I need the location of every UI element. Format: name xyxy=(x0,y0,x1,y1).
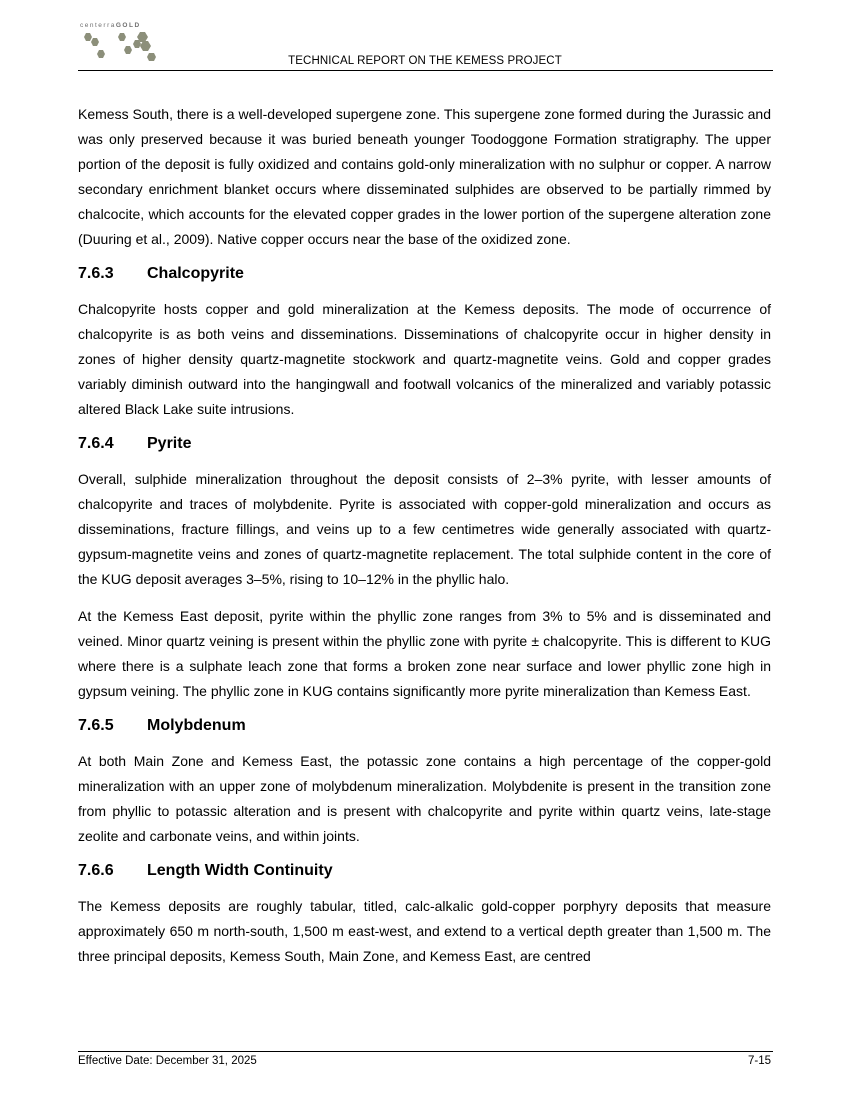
section-number: 7.6.5 xyxy=(78,717,114,734)
page-number: 7-15 xyxy=(747,1055,771,1067)
logo-wordmark: centerraGOLD xyxy=(80,22,141,29)
section-heading xyxy=(78,716,771,736)
intro-paragraph: Kemess South, there is a well-developed supergene zone. This supergene zone formed during the Jurassic and was only preserved because it was buried beneath younger Toodoggone Formation stratigraphy. The upper portion of the deposit is fully oxidized and contains gold-only mineralization with no sulphur or copper. A narrow secondary enrichment blanket occurs where disseminated sulphides are observed to be partially rimmed by chalcocite, which accounts for the elevated copper grades in the lower portion of the supergene alteration zone (Duuring et al., 2009). Native copper occurs near the base of the oxidized zone. xyxy=(78,106,771,247)
section-7-6-3 xyxy=(78,264,771,422)
document-body xyxy=(78,102,771,981)
section-paragraph: Chalcopyrite hosts copper and gold mineralization at the Kemess deposits. The mode of occurrence of chalcopyrite is as both veins and disseminations. Disseminations of chalcopyrite occur in higher density in zones of higher density quartz-magnetite stockwork and quartz-magnetite veins. Gold and copper grades variably diminish outward into the hangingwall and footwall volcanics of the mineralized and variably potassic altered Black Lake suite intrusions. xyxy=(78,301,771,417)
effective-date: Effective Date: December 31, 2025 xyxy=(78,1055,257,1067)
section-7-6-6 xyxy=(78,861,771,969)
section-number: 7.6.6 xyxy=(78,862,114,879)
footer-divider xyxy=(78,1051,773,1052)
section-paragraph: The Kemess deposits are roughly tabular, titled, calc-alkalic gold-copper porphyry deposits that measure approximately 650 m north-south, 1,500 m east-west, and extend to a vertical depth greater than 1,500 m. The three principal deposits, Kemess South, Main Zone, and Kemess East, are centred xyxy=(78,898,771,964)
section-7-6-5 xyxy=(78,716,771,849)
section-paragraph: Overall, sulphide mineralization throughout the deposit consists of 2–3% pyrite, with lesser amounts of chalcopyrite and traces of molybdenite. Pyrite is associated with copper-gold mineralization and occurs as disseminations, fracture fillings, and veins up to a few centimetres wide generally associated with quartz-gypsum-magnetite veins and zones of quartz-magnetite replacement. The total sulphide content in the core of the KUG deposit averages 3–5%, rising to 10–12% in the phyllic halo. xyxy=(78,471,771,587)
header-divider xyxy=(78,70,773,71)
section-title: Chalcopyrite xyxy=(147,265,244,282)
section-title: Pyrite xyxy=(147,435,192,452)
section-number: 7.6.4 xyxy=(78,435,114,452)
section-title: Length Width Continuity xyxy=(147,862,333,879)
section-paragraph: At the Kemess East deposit, pyrite within the phyllic zone ranges from 3% to 5% and is disseminated and veined. Minor quartz veining is present within the phyllic zone with pyrite ± chalcopyrite. This is different to KUG where there is a sulphate leach zone that forms a broken zone near surface and lower phyllic zone high in gypsum veining. The phyllic zone in KUG contains significantly more pyrite mineralization than Kemess East. xyxy=(78,608,771,699)
section-heading xyxy=(78,861,771,881)
section-title: Molybdenum xyxy=(147,717,246,734)
section-paragraph: At both Main Zone and Kemess East, the potassic zone contains a high percentage of the copper-gold mineralization with an upper zone of molybdenum mineralization. Molybdenite is present in the transition zone from phyllic to potassic alteration and is present with chalcopyrite and pyrite within quartz veins, late-stage zeolite and carbonate veins, and within joints. xyxy=(78,753,771,844)
report-title: TECHNICAL REPORT ON THE KEMESS PROJECT xyxy=(288,55,562,67)
section-heading xyxy=(78,434,771,454)
section-7-6-4 xyxy=(78,434,771,704)
section-number: 7.6.3 xyxy=(78,265,114,282)
section-heading xyxy=(78,264,771,284)
